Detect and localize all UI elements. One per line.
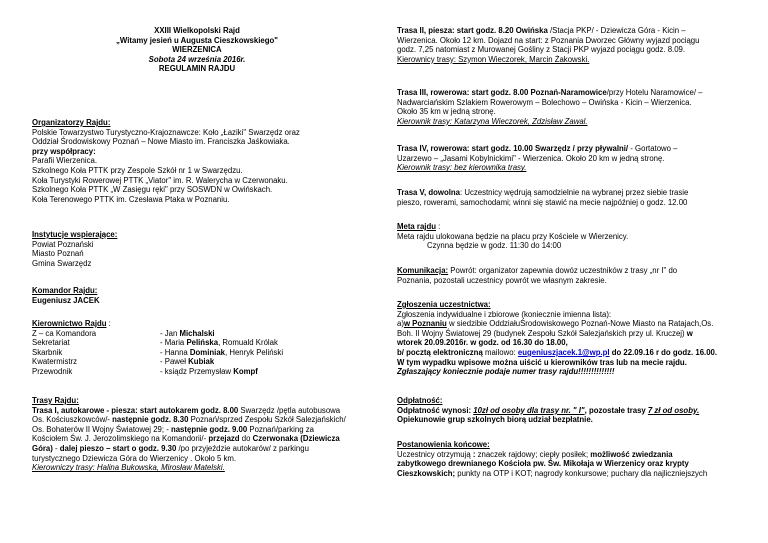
- route-4-line: [397, 144, 737, 154]
- route-1-name: Trasa I, autokarowe - piesza: [32, 405, 136, 415]
- management-role: Z – ca Komandora: [32, 328, 97, 338]
- fee-title: Odpłatność:: [397, 396, 443, 405]
- route-3-name: Trasa III, rowerowa: start godz. 8.00 Poznań-Naramowice: [397, 88, 607, 97]
- route-1-text: /po przyjeździe autokarów/ z parkingu: [176, 443, 309, 453]
- management-person: [160, 338, 278, 348]
- fee-text: , pozostałe trasy: [584, 405, 648, 415]
- final-title: Postanowienia końcowe:: [397, 440, 490, 449]
- route-3-section: [397, 88, 737, 126]
- route-2-line: Wierzenica. Około 12 km. Dojazd na start: z Poznania Dworzec Główny wyjazd pociągu: [397, 35, 700, 45]
- person-first: - ksiądz Przemysław: [160, 366, 234, 376]
- finish-section: [397, 222, 737, 251]
- commander-section: [32, 286, 362, 305]
- registration-text: mailowo:: [482, 347, 518, 357]
- route-1-line: [32, 444, 362, 454]
- route-1-line: [32, 425, 362, 435]
- finish-line: Meta rajdu ulokowana będzie na placu przy Kościele w Wierzenicy.: [397, 231, 629, 241]
- route-1-walk: dalej pieszo – start o godz. 9.30: [59, 443, 177, 453]
- route-1-start: : start autokarem godz. 8.00: [135, 405, 239, 415]
- registration-section: [397, 300, 737, 377]
- final-line: [397, 469, 737, 479]
- routes-section: [32, 396, 362, 473]
- management-row: [32, 348, 362, 358]
- routes-title: Trasy Rajdu:: [32, 396, 79, 405]
- header-line-2: „Witamy jesień u Augusta Cieszkowskiego": [116, 35, 278, 45]
- route-1-text: Poznań/parking za: [247, 424, 314, 434]
- final-text: znaczek rajdowy; ciepły posiłek;: [475, 449, 591, 459]
- route-1-line: [32, 406, 362, 416]
- route-1-text: Kościołem Św. J. Jerozolimskiego na Komandorii/-: [32, 434, 207, 444]
- final-text: Cieszkowskich;: [397, 468, 456, 478]
- registration-text: w: [686, 328, 693, 338]
- route-1-place: Czerwonaka (Dziewicza: [252, 434, 340, 444]
- route-2-text: /Stacja PKP/ - Dziewicza Góra - Kicin –: [547, 26, 686, 35]
- organizers-title: Organizatorzy Rajdu:: [32, 118, 111, 127]
- registration-line: Zgłoszenia indywidualne i zbiorowe (koniecznie imienna lista):: [397, 309, 612, 319]
- management-role: Kwatermistrz: [32, 357, 78, 367]
- registration-place: w Poznaniu: [403, 319, 447, 329]
- route-4-name: Trasa IV, rowerowa: start godz. 10.00 Swarzędz / przy pływalni/: [397, 144, 629, 153]
- organizers-line: Szkolnego Koła PTTK przy Zespole Szkół nr 1 w Swarzędzu.: [32, 165, 243, 175]
- registration-email-label: b/ pocztą elektroniczną: [397, 347, 483, 357]
- final-text: :: [472, 449, 476, 459]
- route-1-transfer: przejazd: [206, 434, 240, 444]
- route-2-leaders: Kierownicy trasy: Szymon Wieczorek, Marcin Żakowski.: [397, 54, 590, 64]
- support-item: Gmina Swarzędz: [32, 258, 92, 268]
- support-item: Miasto Poznań: [32, 249, 84, 259]
- management-role: Sekretariat: [32, 338, 70, 348]
- route-1-time: następnie godz. 8.30: [110, 415, 189, 425]
- route-3-line: Nadwarciańskim Szlakiem Rowerowym – Bolechowo – Owińska - Kicin – Wierzenica.: [397, 97, 692, 107]
- person-first: - Maria: [160, 338, 187, 348]
- fee-line: [397, 406, 737, 416]
- organizers-line: Koła Turystyki Rowerowej PTTK „Viator" im. R. Walerycha w Czerwonaku.: [32, 175, 288, 185]
- final-text: Uczestnicy otrzymują: [397, 449, 473, 459]
- management-person: [160, 367, 258, 377]
- fee-route-1: 10zł od osoby dla trasy nr. " I": [473, 405, 585, 415]
- organizers-section: [32, 118, 362, 204]
- support-item: Powiat Poznański: [32, 239, 94, 249]
- fee-text: Odpłatność wynosi:: [397, 405, 474, 415]
- organizers-line: Oddział Środowiskowy Poznań – Nowe Miasto im. Franciszka Jaśkowiaka.: [32, 137, 290, 147]
- route-2-section: [397, 26, 737, 64]
- route-4-section: [397, 144, 737, 173]
- person-surname: Michalski: [179, 328, 215, 338]
- management-row: [32, 367, 362, 377]
- route-1-line: [32, 415, 362, 425]
- person-extra: , Romuald Królak: [218, 338, 278, 348]
- person-surname: Pelińska: [186, 338, 219, 348]
- route-1-text: Swarzędz /pętla autobusowa: [238, 405, 341, 415]
- registration-line: [397, 319, 737, 329]
- organizers-line: Polskie Towarzystwo Turystyczno-Krajoznawcze: Koło „Łaziki" Swarzędz oraz: [32, 127, 300, 137]
- person-surname: Dominiak: [189, 347, 225, 357]
- fee-line: Opiekunowie grup szkolnych biorą udział bezpłatnie.: [397, 415, 593, 425]
- management-role: Przewodnik: [32, 366, 73, 376]
- route-5-line: [397, 188, 737, 198]
- finish-title-line: [397, 222, 737, 232]
- route-4-leaders: Kierownik trasy: bez kierownika trasy.: [397, 163, 527, 173]
- transport-title: Komunikacja:: [397, 266, 449, 275]
- route-1-text: -: [52, 443, 60, 453]
- management-title: Kierownictwo Rajdu: [32, 319, 107, 328]
- header-date: Sobota 24 września 2016r.: [148, 54, 246, 64]
- registration-line: [397, 348, 737, 358]
- organizers-line: Koła Terenowego PTTK im. Czesława Ptaka w Poznaniu.: [32, 194, 230, 204]
- registration-text: w siedzibie OddziałuŚrodowiskowego Poznań-Nowe Miasto na Ratajach,Os.: [446, 319, 714, 329]
- registration-warning: W tym wypadku wpisowe można uiścić u kierowników tras lub na mecie rajdu.: [397, 357, 687, 367]
- person-first: - Hanna: [160, 347, 190, 357]
- final-line: zabytkowego drewnianego Kościoła pw. Św. Mikołaja w Wierzenicy oraz krypty: [397, 459, 689, 469]
- header-line-3: WIERZENICA: [172, 45, 222, 55]
- person-extra: , Henryk Peliński: [225, 347, 284, 357]
- route-2-name: Trasa II, piesza: start godz. 8.20 Owińska: [397, 26, 548, 35]
- organizers-line: Szkolnego Koła PTTK „W Zasięgu ręki" przy SOSWDN w Owińskach.: [32, 185, 273, 195]
- registration-line: [397, 329, 737, 339]
- cooperation-title: przy współpracy:: [32, 146, 96, 156]
- route-3-line: Około 35 km w jedną stronę.: [397, 107, 496, 117]
- commander-name: Eugeniusz JACEK: [32, 295, 100, 305]
- fee-section: [397, 396, 737, 425]
- final-line: [397, 450, 737, 460]
- email-link[interactable]: eugeniuszjacek.1@wp.pl: [517, 347, 610, 357]
- route-1-text: Poznań/sprzed Zespołu Szkół Salezjańskich/: [188, 415, 346, 425]
- transport-line: [397, 266, 737, 276]
- management-person: [160, 329, 215, 339]
- final-section: [397, 440, 737, 478]
- route-3-leaders: Kierownik trasy: Katarzyna Wieczorek, Zdzisław Zawal.: [397, 116, 588, 126]
- management-row: [32, 329, 362, 339]
- transport-line: Poznania, pozostali uczestnicy powrót we własnym zakresie.: [397, 275, 607, 285]
- management-section: [32, 319, 362, 377]
- route-1-text: do: [239, 434, 253, 444]
- final-text: punkty na OTP i KOT; nagrody konkursowe; puchary dla najliczniejszych: [455, 468, 708, 478]
- finish-hours: Czynna będzie w godz. 11:30 do 14:00: [427, 241, 562, 251]
- route-4-text: - Gortatowo –: [628, 144, 678, 153]
- route-1-text: Os. Kościuszkowców/-: [32, 415, 110, 425]
- route-2-line: godz. 7,25 natomiast z Murowanej Gośliny z Stacji PKP wyjazd pociągu godz. 8.09.: [397, 45, 686, 55]
- person-first: - Paweł: [160, 357, 189, 367]
- route-1-line: turystycznego Dziewicza Góra do Wierzenicy . Około 5 km.: [32, 453, 237, 463]
- person-surname: Kubiak: [188, 357, 215, 367]
- registration-prefix: a): [397, 319, 404, 329]
- management-title-line: [32, 319, 362, 329]
- fee-other-routes: 7 zł od osoby.: [647, 405, 700, 415]
- registration-deadline: do 22.09.16 r do godz. 16.00.: [609, 347, 718, 357]
- management-row: [32, 338, 362, 348]
- header-line-1: XXIII Wielkopolski Rajd: [154, 26, 240, 35]
- route-2-line: [397, 26, 737, 36]
- support-title: Instytucje wspierające:: [32, 230, 118, 239]
- management-person: [160, 348, 283, 358]
- transport-section: [397, 266, 737, 285]
- route-5-text: : Uczestnicy wędrują samodzielnie na wybranej przez siebie trasie: [459, 188, 689, 197]
- management-row: [32, 357, 362, 367]
- route-1-line: [32, 434, 362, 444]
- header-regulations: REGULAMIN RAJDU: [158, 64, 236, 74]
- organizers-line: Parafii Wierzenica.: [32, 156, 97, 166]
- person-surname: Kompf: [233, 366, 258, 376]
- commander-title: Komandor Rajdu:: [32, 286, 98, 295]
- registration-text: Boh. II Wojny Światowej 29 (budynek Zespołu Szkół Salezjańskich przy ul. Kruczej): [397, 328, 687, 338]
- management-person: [160, 357, 214, 367]
- finish-title: Meta rajdu: [397, 222, 436, 231]
- registration-final: Zgłaszający koniecznie podaje numer trasy rajdu!!!!!!!!!!!!!!: [397, 367, 615, 377]
- route-1-text: Os. Bohaterów II Wojny Światowej 29; -: [32, 424, 169, 434]
- route-1-leaders: Kierowniczy trasy: Halina Bukowska, Mirosław Matelski.: [32, 463, 225, 473]
- management-title-colon: :: [106, 319, 111, 328]
- route-5-line: pieszo, rowerami, samochodami; winni się stawić na mecie najpóźniej o godz. 12.00: [397, 197, 688, 207]
- transport-text: Powrót: organizator zapewnia dowóz uczestników z trasy „nr I" do: [448, 266, 678, 275]
- support-section: [32, 230, 362, 268]
- route-5-name: Trasa V, dowolna: [397, 188, 460, 197]
- route-4-line: Uzarzewo – „Jasami Kobylnickimi" - Wierzenica. Około 20 km w jedną stronę.: [397, 153, 665, 163]
- route-3-text: /przy Hotelu Naramowice/ –: [606, 88, 703, 97]
- document-header: [32, 26, 362, 74]
- registration-date: wtorek 20.09.2016r. w godz. od 16.30 do 18.00,: [397, 338, 568, 348]
- final-text: możliwość zwiedzania: [590, 449, 673, 459]
- person-first: - Jan: [160, 328, 180, 338]
- registration-title: Zgłoszenia uczestnictwa:: [397, 300, 491, 309]
- management-role: Skarbnik: [32, 347, 63, 357]
- route-3-line: [397, 88, 737, 98]
- route-5-section: [397, 188, 737, 207]
- finish-colon: :: [436, 222, 441, 231]
- route-1-place: Góra): [32, 443, 53, 453]
- route-1-time: następnie godz. 9.00: [168, 424, 248, 434]
